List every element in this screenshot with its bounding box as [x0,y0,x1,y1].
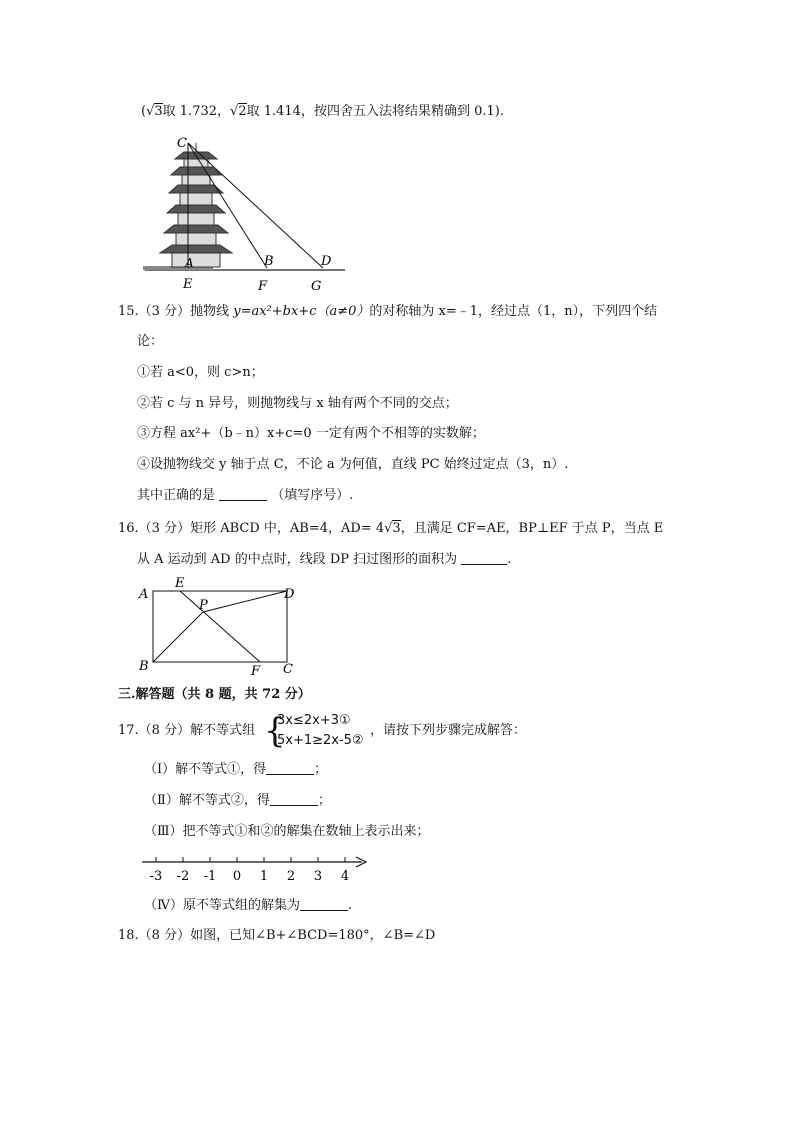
sqrt-sign-3: √ [384,521,393,536]
q17-step-4-end: . [348,898,353,913]
label-B: B [264,254,274,269]
q17-step-4-text: （Ⅳ）原不等式组的解集为 [144,898,300,913]
sqrt3-radicand: 3 [154,104,163,119]
label-B2: B [139,659,149,674]
line-PD [203,591,287,612]
q15-text: 的对称轴为 x=﹣1，经过点（1，n），下列四个结 [369,304,658,319]
q15-eq: y=ax²+bx+c（a≠0） [233,304,370,319]
label-P: P [199,598,208,613]
rectangle-figure [135,577,305,677]
tick-label: -3 [149,869,163,884]
q16-answer-blank[interactable] [461,552,507,565]
q16-end: . [507,552,512,567]
q15-answer-line [137,487,353,505]
tick-label: -2 [176,869,190,884]
line-BP [153,612,203,662]
q14-note [141,103,504,121]
label-G: G [311,279,322,294]
q14-text-2: 取 1.414，按四舍五入法将结果精确到 0.1). [246,104,504,119]
sqrt-sign: √ [146,104,155,119]
label-C2: C [283,662,293,677]
label-E2: E [175,576,185,591]
q16-radicand: 3 [392,521,401,536]
q17-brace: { [264,711,286,751]
label-D2: D [284,587,295,602]
label-D: D [321,254,332,269]
tower-figure [140,135,340,295]
q16-line-1 [118,520,663,538]
q17-post: ，请按下列步骤完成解答： [370,723,527,738]
section-heading: 三.解答题（共 8 题，共 72 分） [118,687,311,702]
q15-line-1 [118,303,657,321]
line-EF [180,591,260,662]
q15-line-2: 论： [137,334,164,349]
q17-step-3: （Ⅲ）把不等式①和②的解集在数轴上表示出来； [144,824,430,839]
q15-answer-post: （填写序号）. [271,488,354,503]
q17-step-1-text: （Ⅰ）解不等式①，得 [144,762,267,777]
number-line[interactable] [140,852,380,888]
label-A: A [185,256,194,270]
q15-num: 15.（3 分）抛物线 [118,304,234,319]
label-E: E [183,277,193,292]
q15-answer-pre: 其中正确的是 [137,488,216,503]
q15-statement-3: ③方程 ax²+（b﹣n）x+c=0 一定有两个不相等的实数解； [137,426,485,441]
q18-text: 18.（8 分）如图，已知∠B+∠BCD=180°，∠B=∠D [118,928,436,943]
q17-step-2 [144,792,331,810]
q15-answer-blank[interactable] [219,488,267,501]
q15-statement-4: ④设抛物线交 y 轴于点 C，不论 a 为何值，直线 PC 始终过定点（3，n）. [137,457,569,472]
sqrt-sign-2: √ [230,104,239,119]
q17-ineq-1: 3x≤2x+3① [277,713,351,728]
tick-label: 0 [232,869,242,884]
tick-label: 3 [313,869,323,884]
tick-label: 4 [340,869,350,884]
q16-line-2 [137,551,511,569]
paren-open: ( [141,104,147,119]
label-F: F [258,279,268,294]
q16-text-post: ，且满足 CF=AE，BP⊥EF 于点 P，当点 E [400,521,664,536]
q16-text-pre: 16.（3 分）矩形 ABCD 中，AB=4，AD= 4 [118,521,385,536]
q17-step-2-blank[interactable] [270,793,318,806]
q17-ineq-2: 5x+1≥2x-5② [277,733,364,748]
q17-step-2-semi: ； [317,793,331,808]
q16-text-2: 从 A 运动到 AD 的中点时，线段 DP 扫过图形的面积为 [137,552,458,567]
label-F2: F [251,664,261,679]
q17-step-4 [144,897,352,915]
q15-statement-2: ②若 c 与 n 异号，则抛物线与 x 轴有两个不同的交点； [137,396,458,411]
tick-label: -1 [203,869,217,884]
tick-label: 2 [286,869,296,884]
label-A2: A [139,587,149,602]
tick-label: 1 [259,869,269,884]
q14-text-1: 取 1.732， [162,104,231,119]
sqrt2-radicand: 2 [238,104,247,119]
tower-icon [160,143,232,267]
q17-step-1 [144,761,327,779]
q17-step-1-blank[interactable] [266,762,314,775]
label-C: C [177,136,187,151]
q17-num: 17.（8 分）解不等式组 [118,723,256,738]
q17-step-2-text: （Ⅱ）解不等式②，得 [144,793,270,808]
q17-step-4-blank[interactable] [300,898,348,911]
q15-statement-1: ①若 a<0，则 c>n； [137,365,264,380]
q17-step-1-semi: ； [314,762,328,777]
